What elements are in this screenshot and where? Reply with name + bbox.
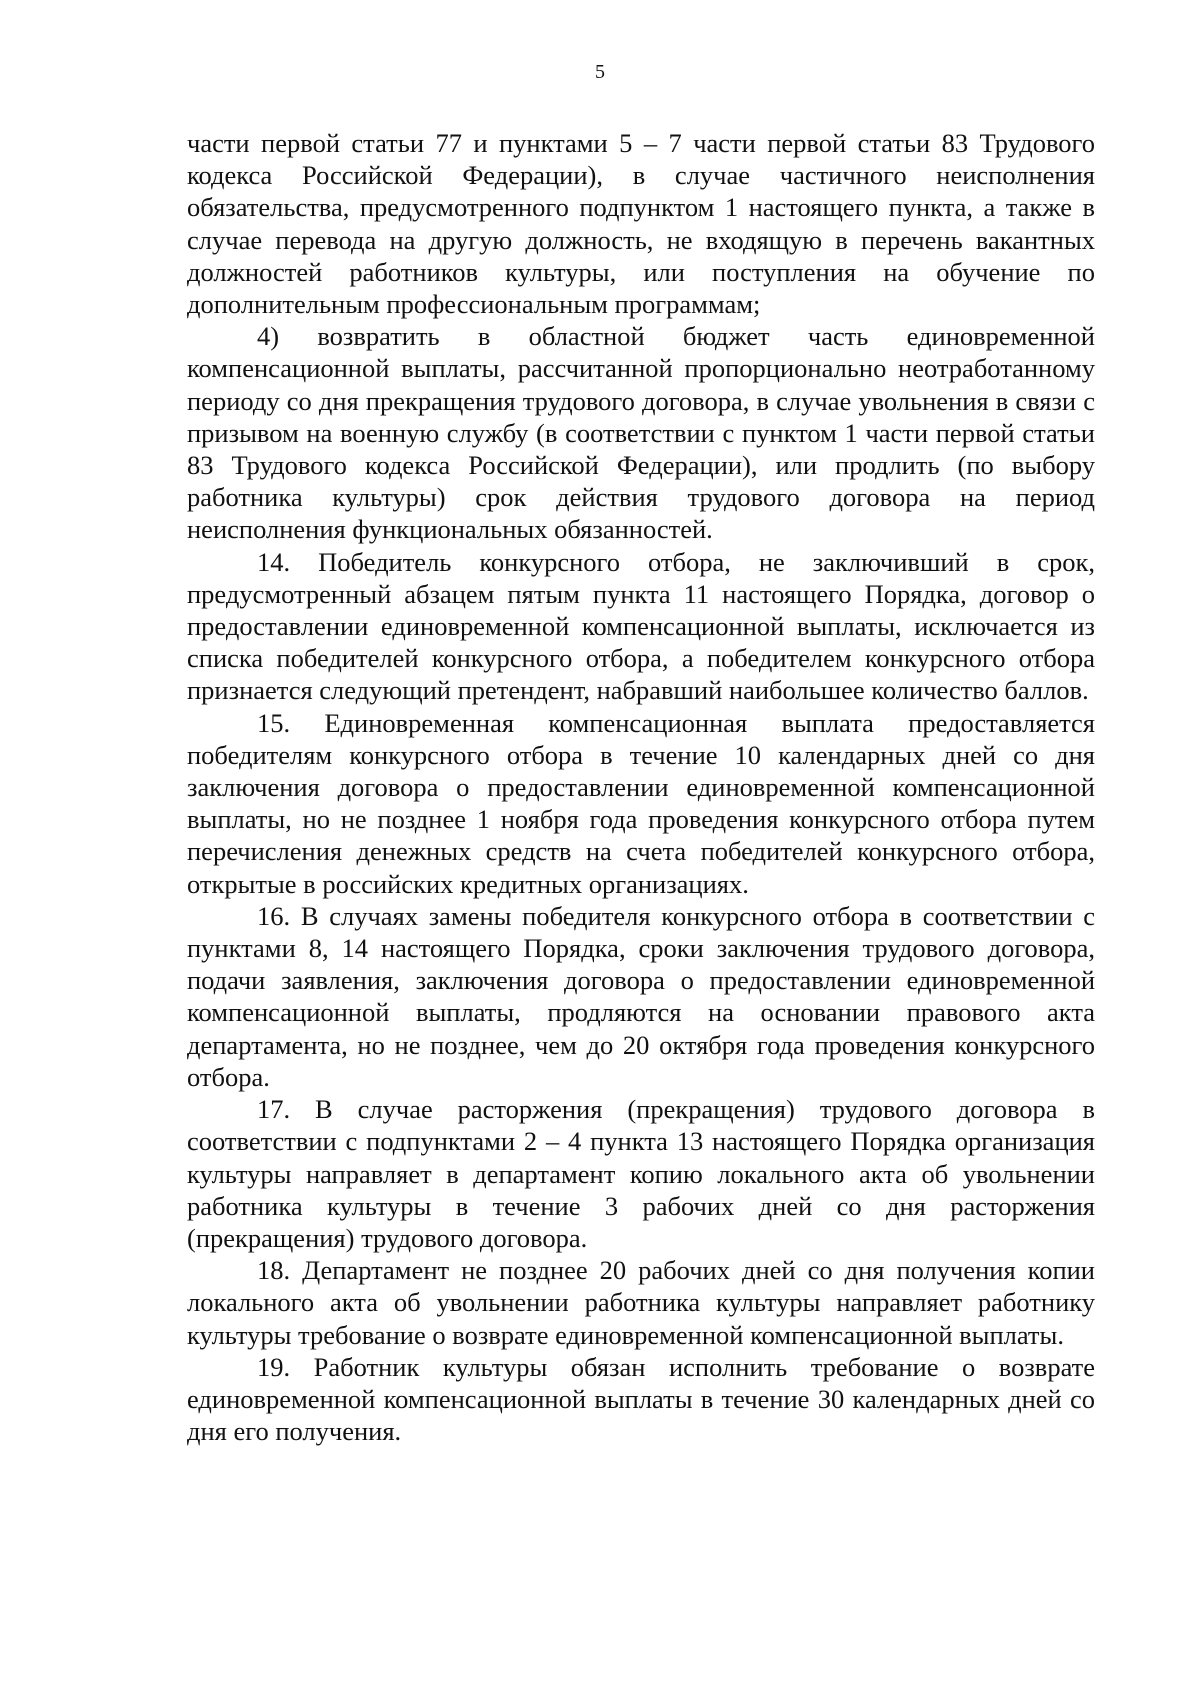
paragraph-item-15: 15. Единовременная компенсационная выплата предоставляется победителям конкурсного отбора в течение 10 календарных дней со дня заключения договора о предоставлении единовременной компенсационной выплаты, но не позднее 1 ноября года проведения конкурсного отбора путем перечисления денежных средств на счета победителей конкурсного отбора, открытые в российских кредитных организациях.: [187, 707, 1095, 899]
document-body: [187, 127, 1095, 1447]
paragraph-subitem-4: 4) возвратить в областной бюджет часть единовременной компенсационной выплаты, рассчитанной пропорционально неотработанному периоду со дня прекращения трудового договора, в случае увольнения в связи с призывом на военную службу (в соответствии с пунктом 1 части первой статьи 83 Трудового кодекса Российской Федерации), или продлить (по выбору работника культуры) срок действия трудового договора на период неисполнения функциональных обязанностей.: [187, 321, 1095, 545]
paragraph-item-18: 18. Департамент не позднее 20 рабочих дней со дня получения копии локального акта об увольнении работника культуры направляет работнику культуры требование о возврате единовременной компенсационной выплаты.: [187, 1255, 1095, 1350]
page-number: 5: [595, 61, 605, 83]
paragraph-item-17: 17. В случае расторжения (прекращения) трудового договора в соответствии с подпунктами 2 – 4 пункта 13 настоящего Порядка организация культуры направляет в департамент копию локального акта об увольнении работника культуры в течение 3 рабочих дней со дня расторжения (прекращения) трудового договора.: [187, 1094, 1095, 1253]
paragraph-item-19: 19. Работник культуры обязан исполнить требование о возврате единовременной компенсационной выплаты в течение 30 календарных дней со дня его получения.: [187, 1351, 1095, 1447]
paragraph-item-16: 16. В случаях замены победителя конкурсного отбора в соответствии с пунктами 8, 14 настоящего Порядка, сроки заключения трудового договора, подачи заявления, заключения договора о предоставлении единовременной компенсационной выплаты, продляются на основании правового акта департамента, но не позднее, чем до 20 октября года проведения конкурсного отбора.: [187, 900, 1095, 1092]
paragraph-item-14: 14. Победитель конкурсного отбора, не заключивший в срок, предусмотренный абзацем пятым пункта 11 настоящего Порядка, договор о предоставлении единовременной компенсационной выплаты, исключается из списка победителей конкурсного отбора, а победителем конкурсного отбора признается следующий претендент, набравший наибольшее количество баллов.: [187, 546, 1095, 706]
paragraph-continuation: части первой статьи 77 и пунктами 5 – 7 части первой статьи 83 Трудового кодекса Российской Федерации), в случае частичного неисполнения обязательства, предусмотренного подпунктом 1 настоящего пункта, а также в случае перевода на другую должность, не входящую в перечень вакантных должностей работников культуры, или поступления на обучение по дополнительным профессиональным программам;: [187, 128, 1095, 320]
